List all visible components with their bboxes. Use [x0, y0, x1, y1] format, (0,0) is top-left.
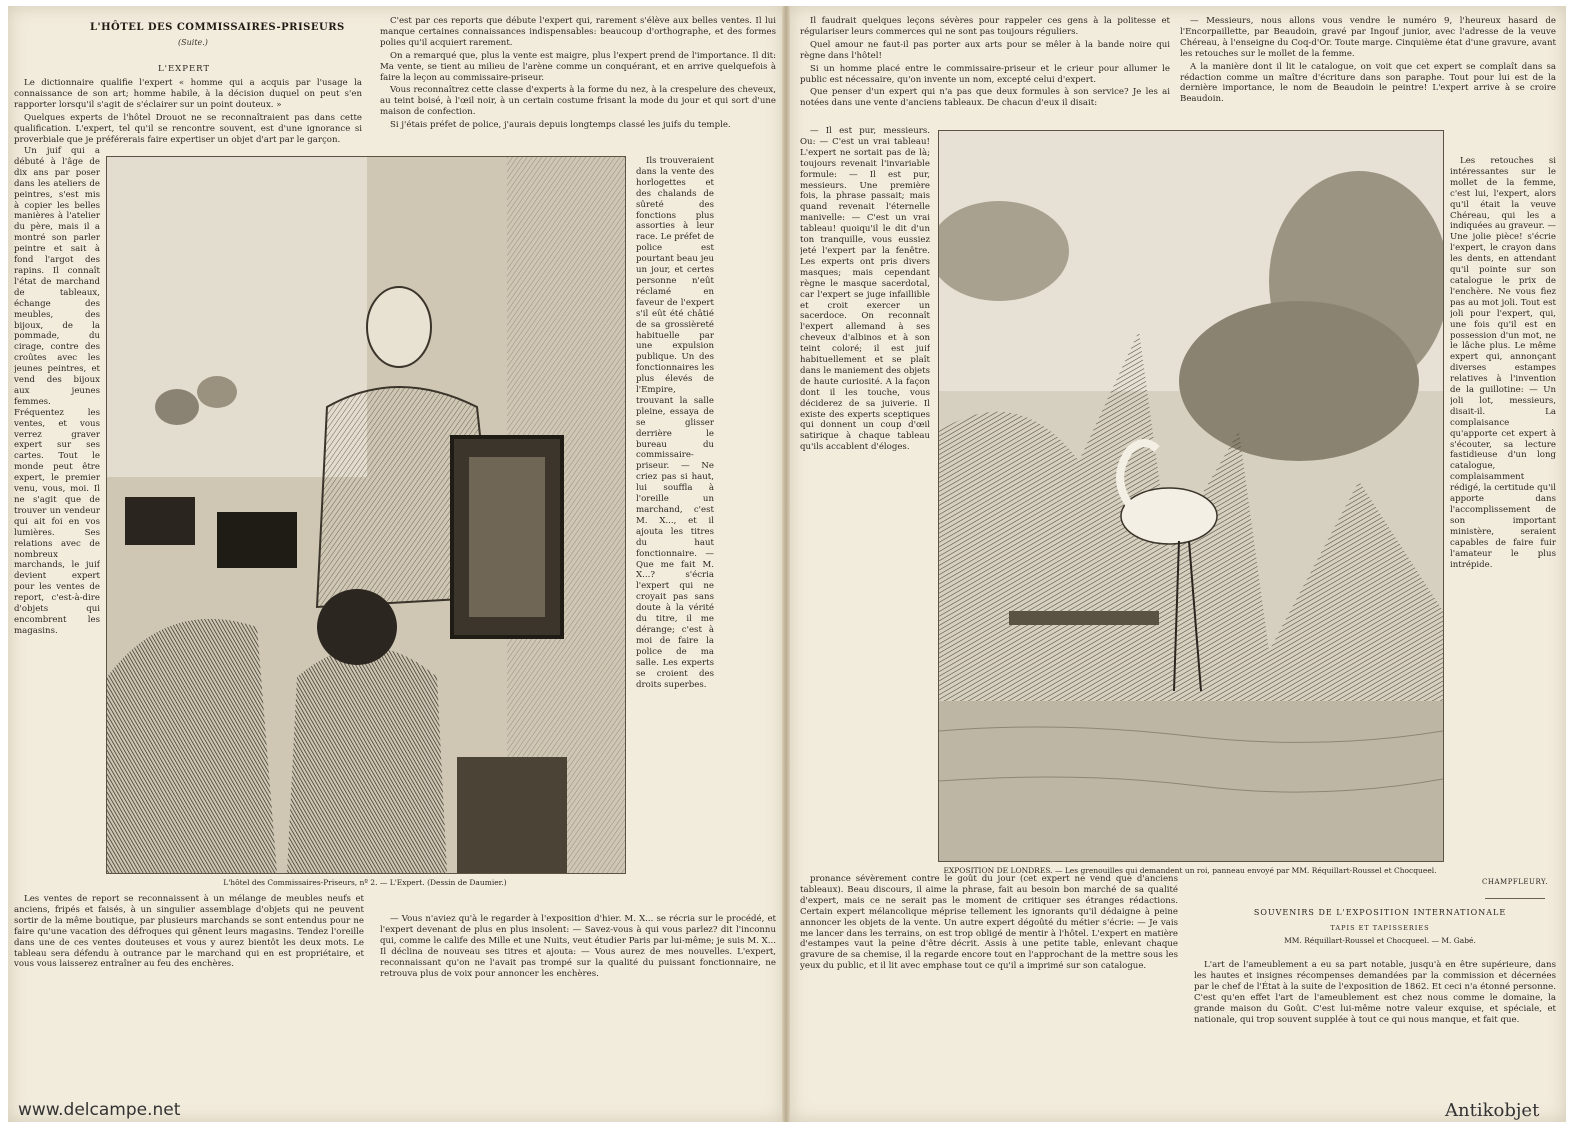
watermark-antikobjet: Antikobjet	[1445, 1100, 1540, 1121]
paragraph: — Il est pur, messieurs. Ou: — C'est un vrai tableau! L'expert ne sortait pas de là; toujours revenait l'invariable formule: — Il est pur, messieurs. Une première fois, la phrase passait; mais quand revenait l'éternelle manivelle: — C'est un vrai tableau! quoiqu'il le dit d'un ton tranquille, vous eussiez jeté l'expert par la fenêtre. Les experts ont pris divers masques; mais cependant règne le masque sacerdotal, car l'expert se juge infaillible et croit exercer un sacerdoce. On reconnaît l'expert allemand à ses cheveux d'albinos et à son teint coloré; il est juif habituellement et se plaît dans le maniement des objets de haute curiosité. A la façon dont il les touche, vous déciderez de sa juiverie. Il existe des experts sceptiques qui donnent un coup d'œil satirique à chaque tableau qu'ils accablent d'éloges.	[800, 126, 930, 453]
engraving-expert-daumier	[106, 156, 626, 874]
page-spine	[782, 6, 790, 1122]
paragraph: Vous reconnaîtrez cette classe d'experts à la forme du nez, à la crespelure des cheveux, au teint boisé, à l'œil noir, à un certain costume frisant la mode du jour et qui sort d'une maison de confection.	[380, 85, 776, 118]
engraving-heron-frogs	[938, 130, 1444, 862]
section-body-text	[1194, 960, 1556, 1027]
left-intro-text	[14, 78, 362, 147]
watermark-delcampe: www.delcampe.net	[18, 1100, 181, 1120]
paragraph: Les ventes de report se reconnaissent à un mélange de meubles neufs et anciens, fripés et faisés, à un singulier assemblage d'objets qui ne peuvent sortir de la même boutique, par plusieurs marchands se sont entendus pour ne faire qu'une vacation des défroques qui gênent leurs magasins. Tendez l'oreille dans une de ces ventes douteuses et vous y aurez bientôt les deux mots. Le tableau sera défendu à outrance par le marchand qui en est propriétaire, et vous vous laisserez entraîner au feu des enchères.	[14, 894, 364, 970]
engraving-illustration	[107, 157, 625, 873]
left-bottom-text-two	[380, 914, 776, 981]
left-narrow-column-two	[636, 156, 714, 876]
article-subtitle: (Suite.)	[178, 38, 208, 47]
right-narrow-column-two	[1450, 156, 1556, 876]
paragraph: Si j'étais préfet de police, j'aurais depuis longtemps classé les juifs du temple.	[390, 120, 731, 131]
left-narrow-column	[14, 146, 100, 906]
paragraph: Il faudrait quelques leçons sévères pour rappeler ces gens à la politesse et régulariser leurs commerces qui ne sont pas toujours réguliers.	[800, 16, 1170, 37]
paragraph: On a remarqué que, plus la vente est maigre, plus l'expert prend de l'importance. Il dit: Ma vente, se tient au milieu de l'arène comme un conquérant, et en arrive quelquefois à faire la leçon au commissaire-priseur.	[380, 50, 776, 83]
section-subtitle: TAPIS ET TAPISSERIES	[1330, 924, 1430, 932]
right-page	[790, 6, 1566, 1122]
engraving-illustration-heron	[939, 131, 1443, 861]
article-title: L'HÔTEL DES COMMISSAIRES-PRISEURS	[90, 22, 345, 33]
paragraph: Quelques experts de l'hôtel Drouot ne se reconnaîtraient pas dans cette qualification. L'expert, tel qu'il se rencontre souvent, est d'une ignorance si proverbiale que je préférerais faire expertiser un objet d'art par le garçon.	[14, 112, 362, 145]
paragraph: Un juif qui a débuté à l'âge de dix ans par poser dans les ateliers de peintres, s'est mis à copier les belles manières à l'atelier du père, mais il a montré son parler peintre et sait à fond l'argot des rapins. Il connaît l'état de marchand de tableaux, échange des meubles, des bijoux, de la pommade, du cirage, contre des croûtes avec les jeunes peintres, et vend des bijoux aux jeunes femmes. Fréquentez les ventes, et vous verrez graver expert sur ses cartes. Tout le monde peut être expert, le premier venu, vous, moi. Il ne s'agit que de trouver un vendeur qui ait foi en vos lumières. Ses relations avec de nombreux marchands, le juif devient expert pour les ventes de report, c'est-à-dire d'objets qui encombrent les magasins.	[14, 146, 100, 636]
right-column-two	[1180, 16, 1556, 107]
engraving-caption-right: EXPOSITION DE LONDRES. — Les grenouilles qui demandent un roi, panneau envoyé par MM. Réquillart-Roussel et Chocqueel.	[943, 866, 1437, 875]
paragraph: — Vous n'aviez qu'à le regarder à l'exposition d'hier. M. X... se récria sur le procédé, et l'expert devenant de plus en plus insolent: — Savez-vous à qui vous parlez? dit l'inconnu qui, comme le calife des Mille et une Nuits, veut étudier Paris par lui-même; je suis M. X... Il déclina de nouveau ses titres et ajouta: — Vous aurez de mes nouvelles. L'expert, reconnaissant qu'on ne l'avait pas trompé sur la qualité du puissant fonctionnaire, ne retrouva plus de voix pour annoncer les enchères.	[380, 914, 776, 979]
section-title-exposition: SOUVENIRS DE L'EXPOSITION INTERNATIONALE	[1253, 908, 1507, 917]
section-subtitle-two: MM. Réquillart-Roussel et Chocqueel. — M. Gabé.	[1284, 936, 1476, 945]
engraving-caption-left: L'hôtel des Commissaires-Priseurs, nº 2. — L'Expert. (Dessin de Daumier.)	[223, 878, 507, 887]
paragraph: Le dictionnaire qualifie l'expert « homme qui a acquis par l'usage la connaissance de son art; homme habile, à la décision duquel on peut s'en rapporter lorsqu'il s'agit de s'éclairer sur un point douteux. »	[14, 78, 362, 110]
paragraph: — Messieurs, nous allons vous vendre le numéro 9, l'heureux hasard de l'Encorpaillette, par Beaudoin, gravé par Ingouf junior, avec l'adresse de la veuve Chéreau, à l'enseigne du Coq-d'Or. Toute marge. Cinquième état d'une gravure, avant les retouches sur le mollet de la femme.	[1180, 16, 1556, 59]
right-column-one	[800, 16, 1170, 111]
left-column-two	[380, 16, 776, 133]
paragraph: pronance sévèrement contre le goût du jour (cet expert ne vend que d'anciens tableaux). Beau discours, il aime la phrase, fait au besoin bon marché de sa qualité d'expert, mais ce ne serait pas le moment de critiquer ses étranges rédactions. Certain expert mélancolique méprise tellement les ignorants qu'il dédaigne à peine annoncer les objets de la vente. Un autre expert dégoûté du métier s'écrie: — Je vais me lancer dans les terrains, on est trop obligé de mentir à l'hôtel. L'expert en matière d'estampes vaut la peine d'être décrit. Assis à une petite table, enlevant chaque gravure de sa chemise, il la regarde encore tout en l'approchant de la mettre sous les yeux du public, et il lit avec emphase tout ce qu'il a imprimé sur son catalogue.	[800, 874, 1178, 972]
left-page	[8, 6, 784, 1122]
section-heading-expert: L'EXPERT	[158, 64, 211, 74]
signature-divider	[1485, 898, 1545, 899]
left-bottom-text	[14, 894, 364, 972]
right-narrow-column	[800, 126, 930, 866]
paragraph: Que penser d'un expert qui n'a pas que deux formules à son service? Je les ai notées dans une vente d'anciens tableaux. De chacun d'eux il disait:	[800, 87, 1170, 109]
paragraph: Les retouches si intéressantes sur le mollet de la femme, c'est lui, l'expert, alors qu'il était la veuve Chéreau, qui les a indiquées au graveur. — Une jolie pièce! s'écrie l'expert, le crayon dans les dents, en attendant qu'il pointe sur son catalogue le prix de l'enchère. Ne vous fiez pas au mot joli. Tout est joli pour l'expert, qui, une fois qu'il est en possession d'un mot, ne le lâche plus. Le même expert qui, annonçant diverses estampes relatives à l'invention de la guillotine: — Un joli lot, messieurs, disait-il. La complaisance qu'apporte cet expert à s'écouter, sa lecture fastidieuse d'un long catalogue, complaisamment rédigé, la certitude qu'il apporte dans l'accomplissement de son important ministère, seraient capables de faire fuir l'amateur le plus intrépide.	[1450, 156, 1556, 570]
paragraph: Ils trouveraient dans la vente des horlogettes et des chalands de sûreté des fonctions plus assorties à leur race. Le préfet de police est pourtant beau jeu un jour, et certes personne n'eût réclamé en faveur de l'expert s'il eût été châtié de sa grossièreté habituelle par une expulsion publique. Un des fonctionnaires les plus élevés de l'Empire, trouvant la salle pleine, essaya de se glisser derrière le bureau du commissaire-priseur. — Ne criez pas si haut, lui souffla à l'oreille un marchand, c'est M. X..., et il ajouta les titres du haut fonctionnaire. — Que me fait M. X...? s'écria l'expert qui ne croyait pas sans doute à la vérité du titre, il me dérange; c'est à moi de faire la police de ma salle. Les experts se croient des droits superbes.	[636, 156, 714, 690]
paragraph: Si un homme placé entre le commissaire-priseur et le crieur pour allumer le public est nécessaire, qu'on invente un nom, excepté celui d'expert.	[800, 63, 1170, 85]
signature-champfleury: CHAMPFLEURY.	[1482, 878, 1548, 886]
paragraph: A la manière dont il lit le catalogue, on voit que cet expert se complaît dans sa rédaction comme un maître d'écriture dans son paraphe. Tout pour lui est de la dernière importance, le nom de Beaudoin le peintre! L'expert arrive à se croire Beaudoin.	[1180, 61, 1556, 105]
paragraph: L'art de l'ameublement a eu sa part notable, jusqu'à en être supérieure, dans les hautes et insignes récompenses demandées par la commission et décernées par le chef de l'État à la suite de l'exposition de 1862. Et ceci n'a étonné personne. C'est qu'en effet l'art de l'ameublement est chez nous comme le domaine, la grande maison du Goût. C'est lui-même notre valeur exquise, et spéciale, et nationale, qui trop souvent supplée à tout ce qui nous manque, et fait que.	[1194, 960, 1556, 1025]
paragraph: Quel amour ne faut-il pas porter aux arts pour se mêler à la bande noire qui règne dans l'hôtel!	[800, 39, 1170, 61]
right-bottom-text	[800, 874, 1178, 974]
paragraph: C'est par ces reports que débute l'expert qui, rarement s'élève aux belles ventes. Il lui manque certaines connaissances indispensables: beaucoup d'orthographe, et des formes polies qu'il acquiert rarement.	[380, 16, 776, 48]
